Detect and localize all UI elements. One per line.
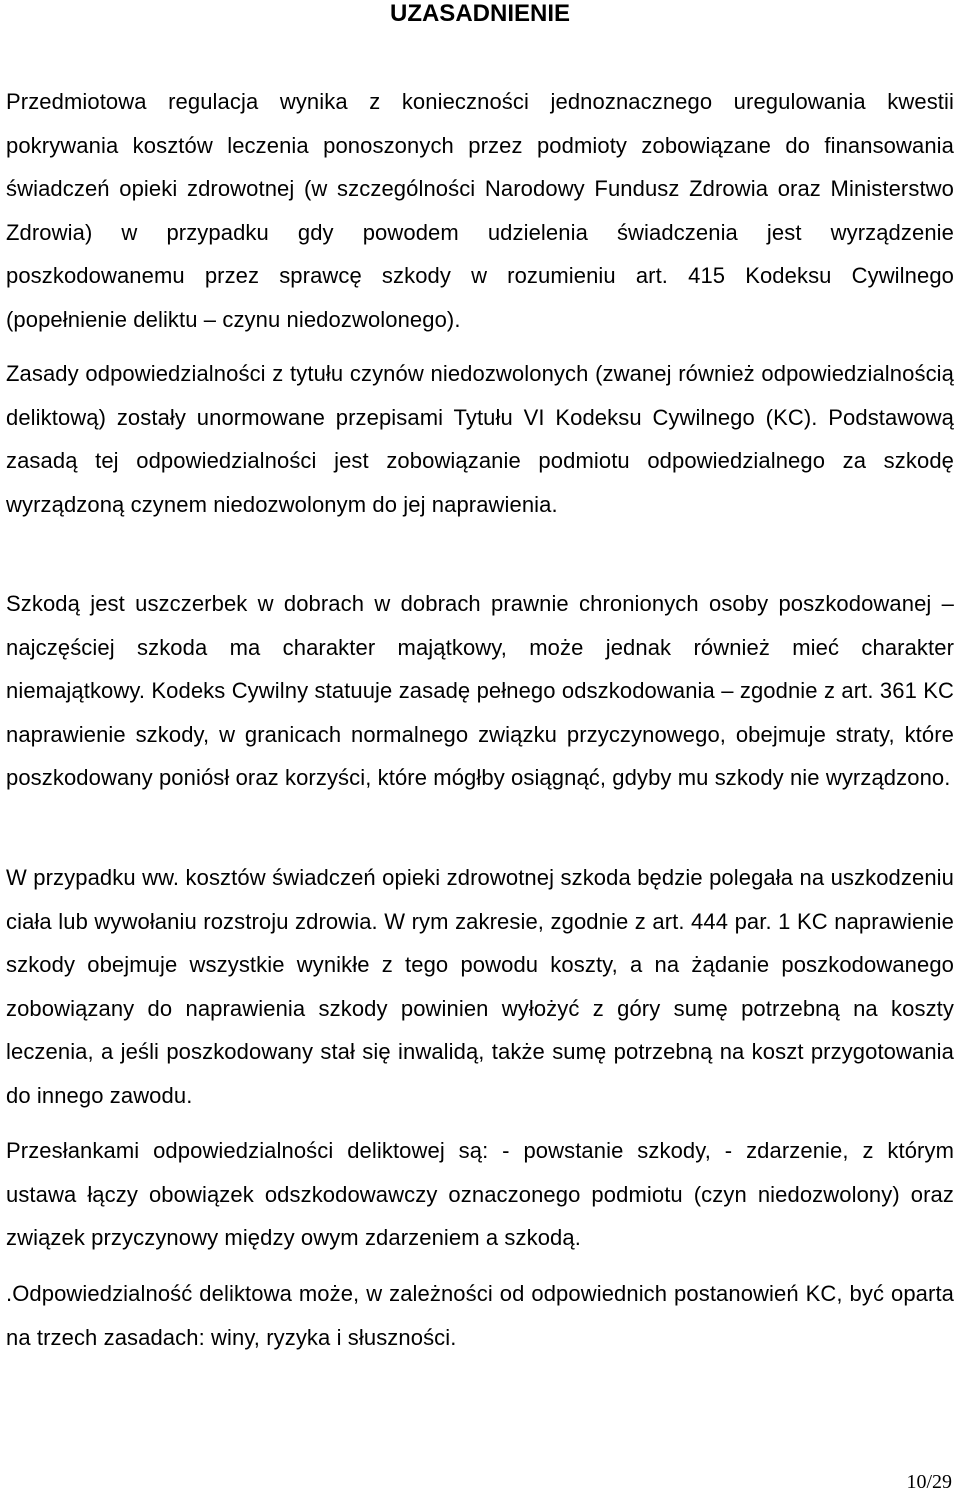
- paragraph-liability-principles: .Odpowiedzialność deliktowa może, w zależności od odpowiednich postanowień KC, być oparta na trzech zasadach: winy, ryzyka i słuszności.: [6, 1281, 954, 1350]
- paragraph-healthcare-costs: W przypadku ww. kosztów świadczeń opieki zdrowotnej szkoda będzie polegała na uszkodzeniu ciała lub wywołaniu rozstroju zdrowia. W rym zakresie, zgodnie z art. 444 par. 1 KC naprawienie szkody obejmuje wszystkie wynikłe z tego powodu koszty, a na żądanie poszkodowanego zobowiązany do naprawienia szkody powinien wyłożyć z góry sumę potrzebną na koszty leczenia, a jeśli poszkodowany stał się inwalidą, także sumę potrzebną na koszt przygotowania do innego zawodu.: [6, 865, 954, 1108]
- paragraph-regulation-purpose: Przedmiotowa regulacja wynika z konieczności jednoznacznego uregulowania kwestii pokrywania kosztów leczenia ponoszonych przez podmioty zobowiązane do finansowania świadczeń opieki zdrowotnej (w szczególności Narodowy Fundusz Zdrowia oraz Ministerstwo Zdrowia) w przypadku gdy powodem udzielenia świadczenia jest wyrządzenie poszkodowanemu przez sprawcę szkody w rozumieniu art. 415 Kodeksu Cywilnego (popełnienie deliktu – czynu niedozwolonego).: [6, 89, 954, 332]
- paragraph-liability-conditions: Przesłankami odpowiedzialności deliktowej są: - powstanie szkody, - zdarzenie, z którym ustawa łączy obowiązek odszkodowawczy oznaczonego podmiotu (czyn niedozwolony) oraz związek przyczynowy między owym zdarzeniem a szkodą.: [6, 1138, 954, 1250]
- page-number: 10/29: [906, 1471, 952, 1493]
- paragraph-tort-liability-rules: Zasady odpowiedzialności z tytułu czynów niedozwolonych (zwanej również odpowiedzialnością deliktową) zostały unormowane przepisami Tytułu VI Kodeksu Cywilnego (KC). Podstawową zasadą tej odpowiedzialności jest zobowiązanie podmiotu odpowiedzialnego za szkodę wyrządzoną czynem niedozwolonym do jej naprawienia.: [6, 361, 954, 517]
- paragraph-damage-definition: Szkodą jest uszczerbek w dobrach w dobrach prawnie chronionych osoby poszkodowanej – najczęściej szkoda ma charakter majątkowy, może jednak również mieć charakter niemajątkowy. Kodeks Cywilny statuuje zasadę pełnego odszkodowania – zgodnie z art. 361 KC naprawienie szkody, w granicach normalnego związku przyczynowego, obejmuje straty, które poszkodowany poniósł oraz korzyści, które mógłby osiągnąć, gdyby mu szkody nie wyrządzono.: [6, 591, 954, 790]
- document-title: UZASADNIENIE: [389, 0, 570, 27]
